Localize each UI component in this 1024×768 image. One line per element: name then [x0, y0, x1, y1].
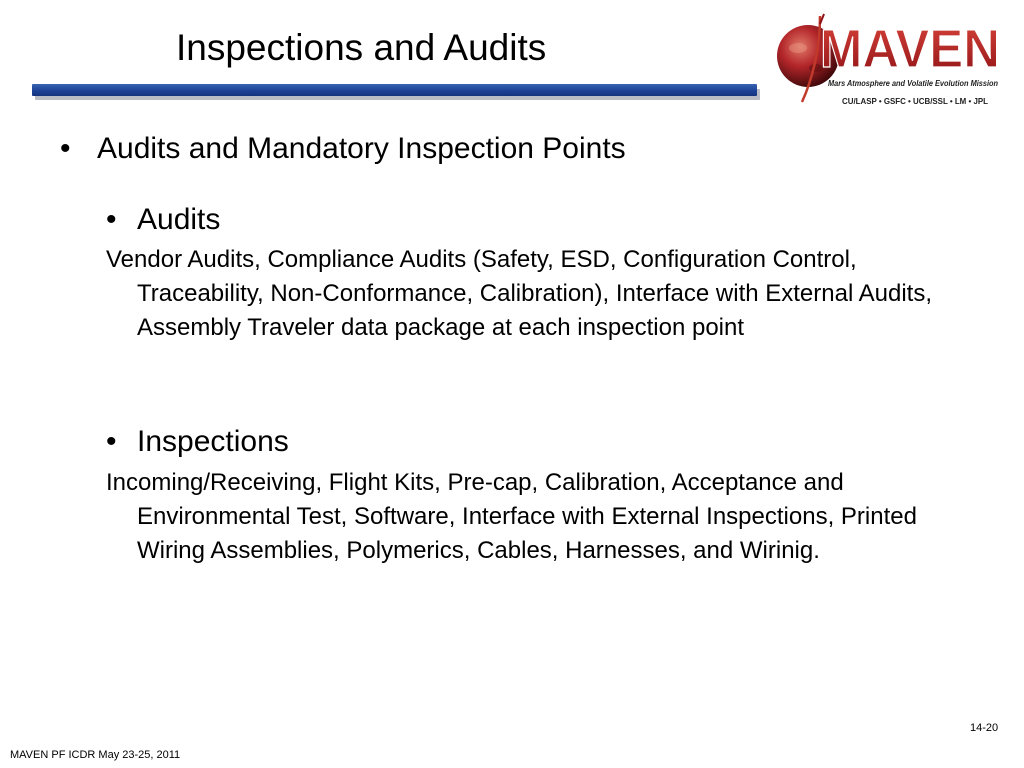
inspections-description: Incoming/Receiving, Flight Kits, Pre-cap, Calibration, Acceptance and Environmental Test, Software, Interface with External Inspections, Printed Wiring Assemblies, Polymerics, Cables, Harnesses, and Wirinig. [106, 469, 917, 564]
page-number: 14-20 [970, 722, 999, 734]
main-bullet-text: Audits and Mandatory Inspection Points [97, 132, 626, 165]
title-bar-stripe [32, 84, 757, 96]
audits-description: Vendor Audits, Compliance Audits (Safety, ESD, Configuration Control, Traceability, Non-Conformance, Calibration), Interface with External Audits, Assembly Traveler data package at each inspection point [106, 246, 933, 341]
slide-title: Inspections and Audits [176, 27, 547, 68]
logo-subtitle: Mars Atmosphere and Volatile Evolution Mission [828, 79, 999, 88]
logo-partners: CU/LASP • GSFC • UCB/SSL • LM • JPL [842, 96, 988, 106]
bullet-dot-icon: • [106, 425, 117, 458]
footer-meeting-info: MAVEN PF ICDR May 23-25, 2011 [10, 749, 181, 761]
title-underline-bar [32, 84, 760, 100]
sub-bullet-audits-heading: Audits [137, 203, 221, 236]
logo-wordmark: MAVEN [820, 19, 1000, 79]
maven-logo-graphic [772, 10, 1004, 110]
sub-bullet-inspections [106, 423, 289, 461]
bullet-dot-icon: • [106, 203, 117, 236]
main-bullet [60, 130, 626, 168]
maven-logo [772, 10, 1004, 110]
bullet-dot-icon: • [60, 132, 71, 165]
sub-bullet-audits [106, 201, 220, 239]
sub-bullet-inspections-heading: Inspections [137, 425, 289, 458]
